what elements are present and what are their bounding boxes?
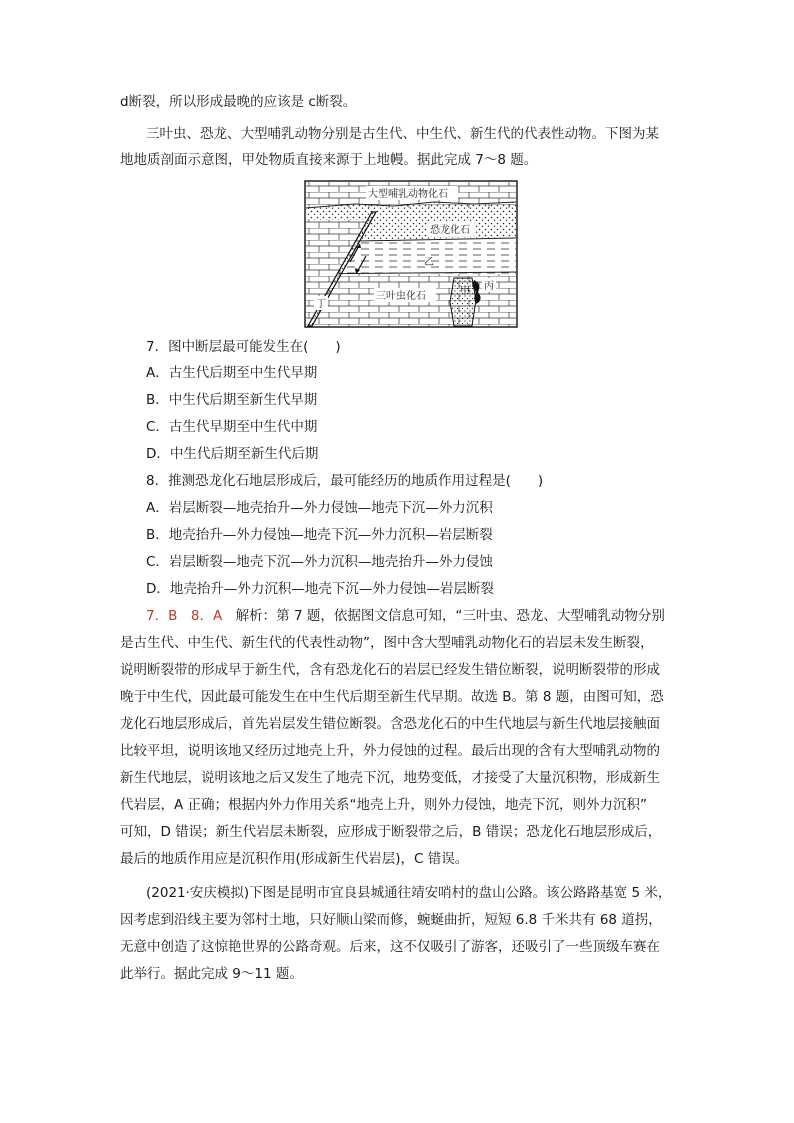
label-dinosaur-fossil: 恐龙化石	[430, 225, 470, 236]
geologic-profile-diagram	[304, 180, 518, 328]
question-8-option-d: D．地壳抬升—外力沉积—地壳下沉—外力侵蚀—岩层断裂	[146, 581, 494, 597]
explanation-line: 是古生代、中生代、新生代的代表性动物”，图中含大型哺乳动物化石的岩层未发生断裂，	[120, 635, 654, 651]
explanation-line: 代岩层，A 正确；根据内外力作用关系“地壳上升，则外力侵蚀，地壳下沉，则外力沉积”	[120, 797, 648, 813]
passage-line-2: 因考虑到沿线主要为邻村土地，只好顺山梁而修，蜿蜒曲折，短短 6.8 千米共有 68 道拐，	[120, 912, 662, 928]
explanation-line: 比较平坦，说明该地又经历过地壳上升，外力侵蚀的过程。最后出现的含有大型哺乳动物的	[120, 743, 660, 759]
passage-line-1: (2021·安庆模拟)下图是昆明市宜良县城通往靖安哨村的盘山公路。该公路路基宽 5 米，	[146, 885, 672, 901]
passage-line-3: 无意中创造了这惊艳世界的公路奇观。后来，这不仅吸引了游客，还吸引了一些顶级车赛在	[120, 939, 660, 955]
text-line: d断裂，所以形成最晚的应该是 c断裂。	[120, 94, 357, 110]
passage-line-4: 此举行。据此完成 9～11 题。	[120, 966, 303, 982]
question-8-option-c: C．岩层断裂—地壳下沉—外力沉积—地壳抬升—外力侵蚀	[146, 554, 493, 570]
intro-paragraph-line-2: 地地质剖面示意图，甲处物质直接来源于上地幔。据此完成 7～8 题。	[120, 152, 538, 168]
question-7-stem: 7．图中断层最可能发生在( )	[146, 339, 341, 355]
answer-key: 7．B 8．A	[146, 608, 223, 624]
question-7-option-d: D．中生代后期至新生代后期	[146, 446, 319, 462]
answer-line-1	[146, 606, 706, 626]
explanation-text: 解析：第 7 题，依据图文信息可知，“三叶虫、恐龙、大型哺乳动物分别	[222, 608, 665, 624]
label-yi: 乙	[424, 257, 434, 268]
explanation-line: 龙化石地层形成后，首先岩层发生错位断裂。含恐龙化石的中生代地层与新生代地层接触面	[120, 716, 660, 732]
explanation-line: 最后的地质作用应是沉积作用(形成新生代岩层)，C 错误。	[120, 851, 469, 867]
explanation-line: 新生代地层，说明该地之后又发生了地壳下沉，地势变低，才接受了大量沉积物，形成新生	[120, 770, 660, 786]
geologic-profile-figure	[304, 180, 518, 328]
label-bing: 丙	[484, 281, 494, 292]
intro-paragraph-line-1: 三叶虫、恐龙、大型哺乳动物分别是古生代、中生代、新生代的代表性动物。下图为某	[146, 126, 659, 142]
label-mammal-fossil: 大型哺乳动物化石	[368, 189, 448, 200]
explanation-line: 说明断裂带的形成早于新生代，含有恐龙化石的岩层已经发生错位断裂，说明断裂带的形成	[120, 662, 660, 678]
explanation-line: 可知，D 错误；新生代岩层未断裂，应形成于断裂带之后，B 错误；恐龙化石地层形成后，	[120, 824, 662, 840]
explanation-line: 晚于中生代，因此最可能发生在中生代后期至新生代早期。故选 B。第 8 题，由图可知，恐	[120, 689, 664, 705]
question-8-option-b: B．地壳抬升—外力侵蚀—地壳下沉—外力沉积—岩层断裂	[146, 527, 493, 543]
question-8-stem: 8．推测恐龙化石地层形成后，最可能经历的地质作用过程是( )	[146, 473, 544, 489]
label-jia: 甲	[460, 286, 470, 297]
question-7-option-a: A．古生代后期至中生代早期	[146, 365, 318, 381]
label-trilobite-fossil: 三叶虫化石	[376, 291, 426, 302]
label-ding: 丁	[316, 299, 326, 310]
question-7-option-b: B．中生代后期至新生代早期	[146, 392, 318, 408]
question-7-option-c: C．古生代早期至中生代中期	[146, 419, 318, 435]
question-8-option-a: A．岩层断裂—地壳抬升—外力侵蚀—地壳下沉—外力沉积	[146, 500, 493, 516]
